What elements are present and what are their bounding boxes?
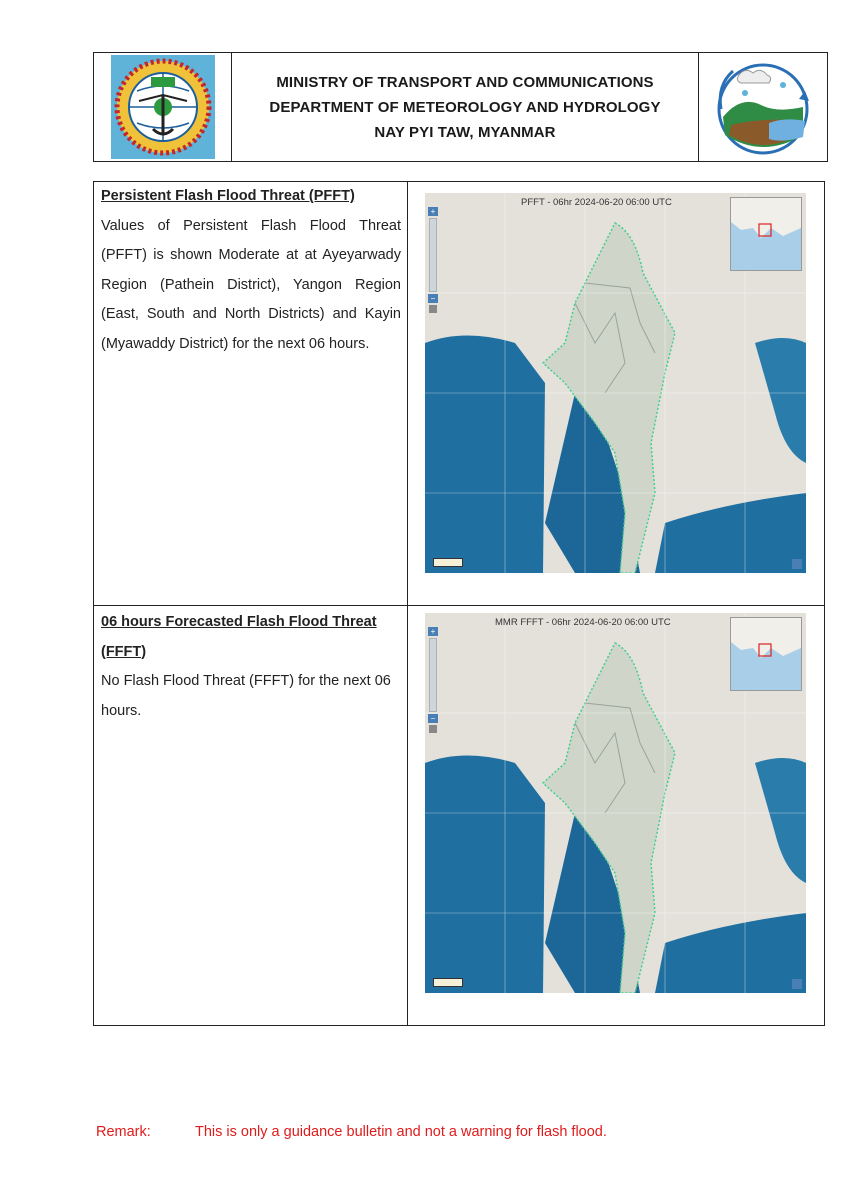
letterhead <box>93 52 828 162</box>
remark-label: Remark: <box>96 1124 151 1140</box>
zoom-out-icon[interactable]: − <box>428 294 438 303</box>
fullscreen-icon[interactable] <box>792 559 802 569</box>
zoom-out-icon[interactable]: − <box>428 714 438 723</box>
row-divider <box>94 605 824 606</box>
fullscreen-icon[interactable] <box>792 979 802 989</box>
location-name: NAY PYI TAW, MYANMAR <box>374 123 556 141</box>
right-logo-cell <box>699 53 827 161</box>
overview-inset-map[interactable] <box>730 617 802 691</box>
pfft-text-cell <box>101 182 401 359</box>
map-zoom-control[interactable] <box>428 207 438 313</box>
letterhead-title-block <box>232 53 699 161</box>
zoom-slider[interactable] <box>429 218 437 292</box>
column-divider <box>407 182 408 1025</box>
department-seal-logo <box>111 55 215 159</box>
pfft-description: Values of Persistent Flash Flood Threat (PFFT) is shown Moderate at at Ayeyarwady Region (Pathein District), Yangon Region (East, South and North Districts) and Kayin (Myawaddy District) for the next 06 hours. <box>101 217 401 352</box>
pfft-title: Persistent Flash Flood Threat (PFFT) <box>101 188 355 204</box>
layers-icon[interactable] <box>429 725 437 733</box>
remark-text: This is only a guidance bulletin and not a warning for flash flood. <box>195 1124 607 1140</box>
scale-bar <box>433 558 463 567</box>
ffft-description: No Flash Flood Threat (FFFT) for the next 06 hours. <box>101 673 391 719</box>
overview-inset-map[interactable] <box>730 197 802 271</box>
ffft-map[interactable] <box>425 613 806 993</box>
zoom-in-icon[interactable]: + <box>428 207 438 216</box>
layers-icon[interactable] <box>429 305 437 313</box>
bulletin-table <box>93 181 825 1026</box>
ffft-map-title: MMR FFFT - 06hr 2024-06-20 06:00 UTC <box>495 617 671 628</box>
left-logo-cell <box>94 53 232 161</box>
department-name: DEPARTMENT OF METEOROLOGY AND HYDROLOGY <box>269 98 661 116</box>
scale-bar <box>433 978 463 987</box>
hydrological-cycle-logo <box>711 55 815 159</box>
ffft-title: 06 hours Forecasted Flash Flood Threat (FFFT) <box>101 614 377 660</box>
ministry-name: MINISTRY OF TRANSPORT AND COMMUNICATIONS <box>276 73 654 91</box>
remark-line <box>96 1124 607 1140</box>
map-zoom-control[interactable] <box>428 627 438 733</box>
zoom-in-icon[interactable]: + <box>428 627 438 636</box>
pfft-map-title: PFFT - 06hr 2024-06-20 06:00 UTC <box>521 197 672 208</box>
pfft-map[interactable] <box>425 193 806 573</box>
ffft-text-cell <box>101 608 401 726</box>
zoom-slider[interactable] <box>429 638 437 712</box>
